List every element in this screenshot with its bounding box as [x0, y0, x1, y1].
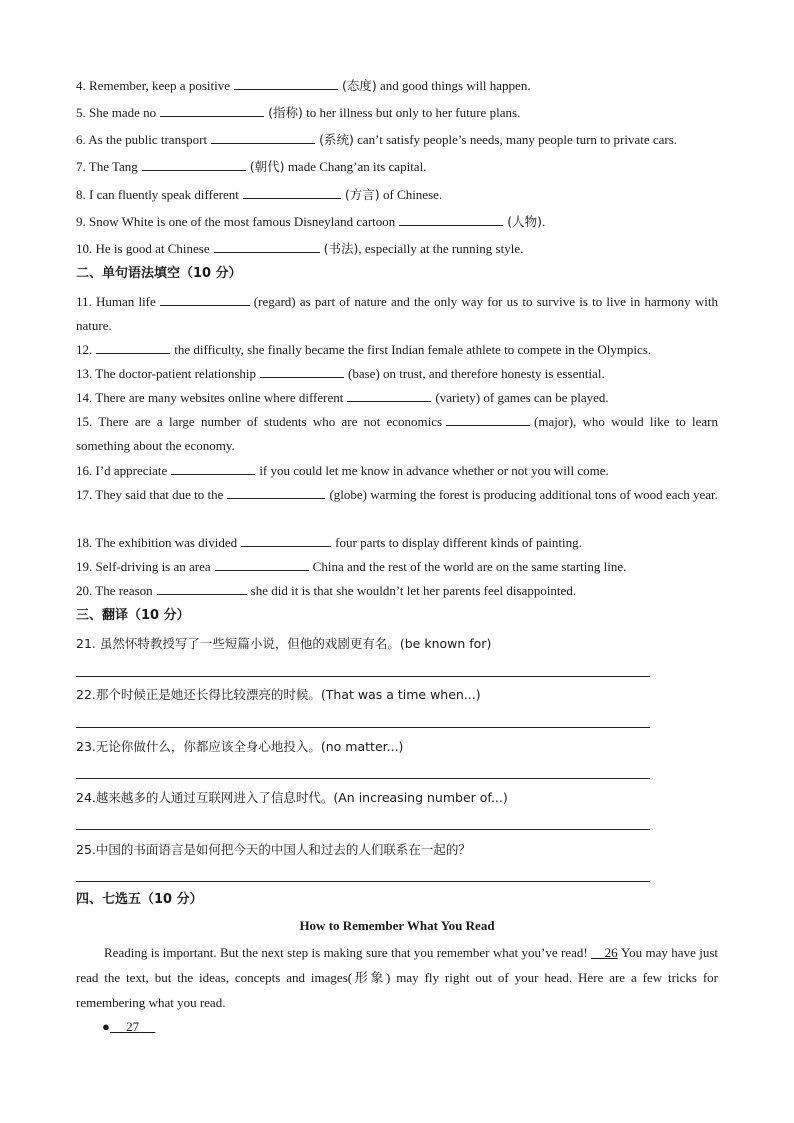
- passage-paragraph-1: Reading is important. But the next step is making sure that you remember what you’ve read! 26 You may have just read the text, but the ideas, concepts and images(形象) may fly right out of your head. Here are a few tricks for remembering what you read.: [76, 945, 719, 1010]
- question-7: 7. The Tang (朝代) made Chang’an its capital.: [76, 155, 718, 179]
- answer-line-22[interactable]: [76, 727, 650, 728]
- answer-line-24[interactable]: [76, 829, 650, 830]
- question-15: 15. There are a large number of students who are not economics (major), who would like to learn something about the economy.: [76, 410, 718, 458]
- passage-title: How to Remember What You Read: [299, 918, 495, 933]
- answer-blank[interactable]: [157, 580, 247, 595]
- bullet-item-27: ● 27: [102, 1015, 302, 1039]
- section-heading-seven-choose-five: 四、七选五（10 分）: [76, 892, 203, 907]
- answer-blank[interactable]: [241, 532, 331, 547]
- answer-line-25[interactable]: [76, 881, 650, 882]
- answer-blank[interactable]: [399, 211, 503, 226]
- answer-blank[interactable]: [243, 184, 341, 199]
- answer-blank[interactable]: [347, 387, 431, 402]
- answer-line-23[interactable]: [76, 778, 650, 779]
- answer-blank[interactable]: [234, 75, 338, 90]
- question-25: 25.中国的书面语言是如何把今天的中国人和过去的人们联系在一起的？: [76, 842, 471, 857]
- question-14: 14. There are many websites online where different (variety) of games can be played.: [76, 386, 718, 410]
- answer-blank[interactable]: [446, 411, 530, 426]
- question-6: 6. As the public transport (系统) can’t satisfy people’s needs, many people turn to private cars.: [76, 128, 718, 152]
- answer-line-21[interactable]: [76, 676, 650, 677]
- answer-blank[interactable]: [160, 102, 264, 117]
- answer-blank[interactable]: [211, 129, 315, 144]
- question-4: 4. Remember, keep a positive (态度) and good things will happen.: [76, 74, 718, 98]
- question-5: 5. She made no (指称) to her illness but only to her future plans.: [76, 101, 718, 125]
- question-12: 12. the difficulty, she finally became the first Indian female athlete to compete in the Olympics.: [76, 338, 718, 362]
- question-9: 9. Snow White is one of the most famous Disneyland cartoon (人物).: [76, 210, 718, 234]
- answer-blank[interactable]: [260, 363, 344, 378]
- answer-blank[interactable]: [214, 238, 320, 253]
- question-18: 18. The exhibition was divided four parts to display different kinds of painting.: [76, 531, 718, 555]
- question-23: 23.无论你做什么，你都应该全身心地投入。(no matter...): [76, 739, 404, 754]
- blank-27[interactable]: 27: [126, 1019, 140, 1034]
- question-24: 24.越来越多的人通过互联网进入了信息时代。(An increasing number of...): [76, 790, 508, 805]
- question-22: 22.那个时候正是她还长得比较漂亮的时候。(That was a time when...): [76, 687, 481, 702]
- question-10: 10. He is good at Chinese (书法), especially at the running style.: [76, 237, 718, 261]
- section-heading-grammar: 二、单句语法填空（10 分）: [76, 266, 242, 281]
- question-20: 20. The reason she did it is that she wouldn’t let her parents feel disappointed.: [76, 579, 718, 603]
- question-8: 8. I can fluently speak different (方言) of Chinese.: [76, 183, 718, 207]
- question-13: 13. The doctor-patient relationship (base) on trust, and therefore honesty is essential.: [76, 362, 718, 386]
- answer-blank[interactable]: [160, 291, 250, 306]
- question-17: 17. They said that due to the (globe) warming the forest is producing additional tons of wood each year.: [76, 483, 718, 507]
- question-19: 19. Self-driving is an area China and the rest of the world are on the same starting line.: [76, 555, 718, 579]
- answer-blank[interactable]: [171, 460, 255, 475]
- blank-26[interactable]: 26: [604, 945, 618, 960]
- answer-blank[interactable]: [227, 484, 325, 499]
- question-16: 16. I’d appreciate if you could let me know in advance whether or not you will come.: [76, 459, 718, 483]
- answer-blank[interactable]: [215, 556, 309, 571]
- section-heading-translation: 三、翻译（10 分）: [76, 608, 190, 623]
- question-11: 11. Human life (regard) as part of nature and the only way for us to survive is to live in harmony with nature.: [76, 290, 718, 338]
- answer-blank[interactable]: [142, 156, 246, 171]
- question-21: 21. 虽然怀特教授写了一些短篇小说，但他的戏剧更有名。(be known for): [76, 636, 492, 651]
- answer-blank[interactable]: [96, 339, 170, 354]
